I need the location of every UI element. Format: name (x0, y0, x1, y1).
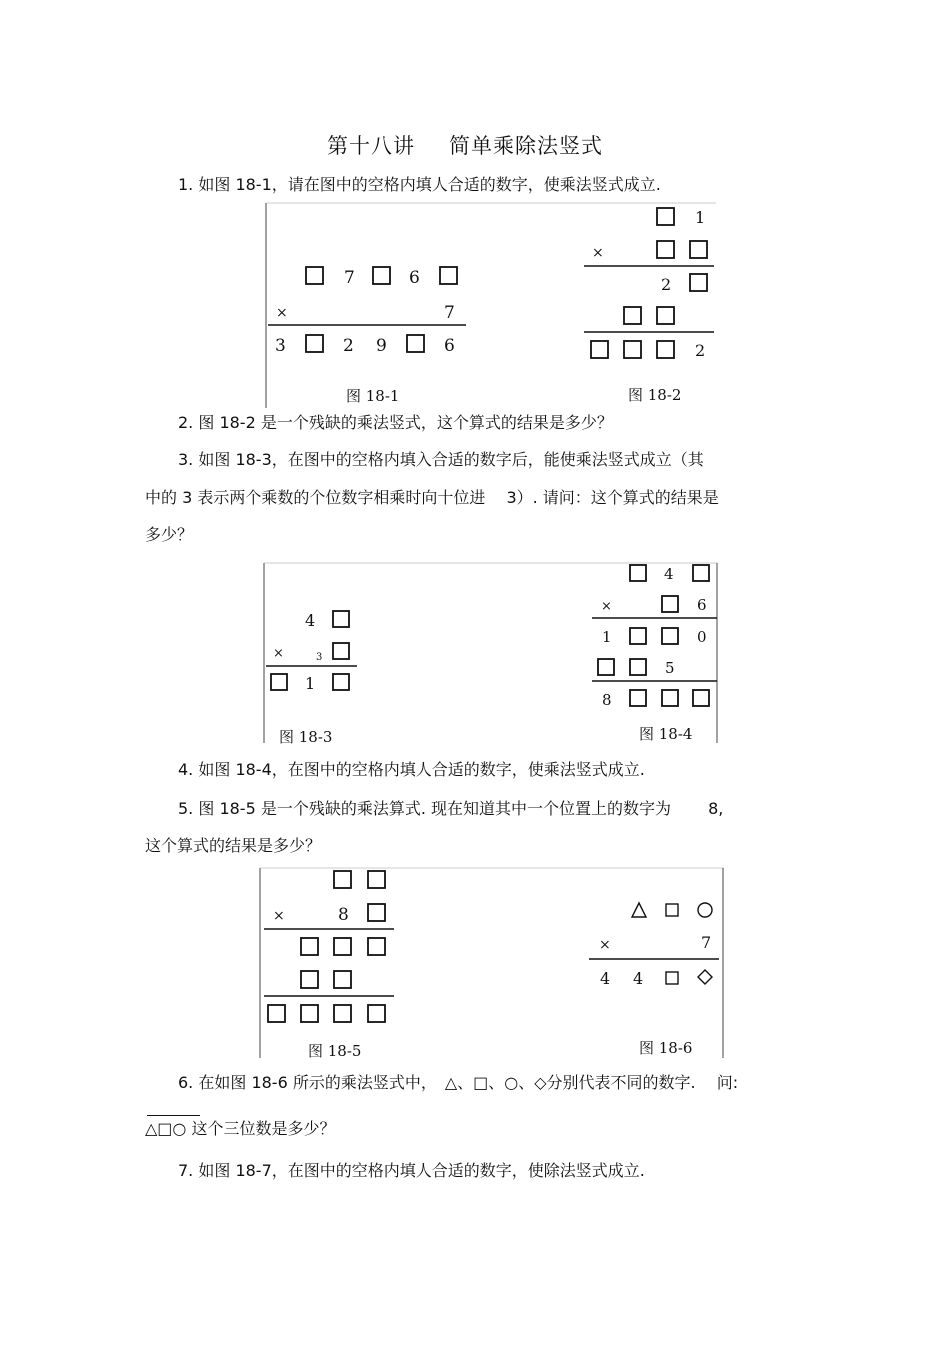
figure-18-3 (266, 611, 357, 746)
square-symbol (666, 972, 678, 984)
digit: 0 (697, 628, 707, 646)
blank-box (368, 871, 385, 888)
digit: 2 (661, 275, 672, 294)
digit: 1 (695, 208, 706, 227)
blank-box (657, 208, 674, 225)
blank-box (301, 971, 318, 988)
blank-box (306, 335, 323, 352)
blank-box (624, 341, 641, 358)
blank-box (334, 1005, 351, 1022)
blank-box (368, 1005, 385, 1022)
blank-box (690, 241, 707, 258)
multiply-sign: × (276, 305, 288, 321)
diamond-symbol (698, 970, 712, 984)
blank-box (333, 674, 349, 690)
multiply-sign: × (599, 937, 611, 953)
digit: 8 (602, 691, 612, 709)
figure-caption: 图 18-4 (639, 725, 693, 743)
figure-caption: 图 18-5 (308, 1042, 362, 1060)
blank-box (662, 690, 678, 706)
digit: 6 (409, 268, 420, 288)
blank-box (368, 904, 385, 921)
lecture-topic: 简单乘除法竖式 (449, 134, 603, 158)
lecture-number: 第十八讲 (327, 134, 415, 158)
blank-box (657, 341, 674, 358)
blank-box (373, 267, 390, 284)
problem-5-line-1: 5. 图 18-5 是一个残缺的乘法算式. 现在知道其中一个位置上的数字为 8, (178, 799, 724, 818)
digit: 7 (344, 268, 355, 288)
figure-18-1-18-2 (262, 203, 722, 408)
digit: 7 (701, 933, 712, 952)
digit: 6 (697, 596, 707, 614)
figure-18-2 (584, 208, 714, 404)
multiply-sign: × (592, 245, 604, 261)
carry-digit: 3 (316, 652, 323, 663)
multiply-sign: × (601, 599, 612, 614)
blank-box (630, 659, 646, 675)
problem-4: 4. 如图 18-4，在图中的空格内填人合适的数字，使乘法竖式成立. (178, 760, 645, 779)
blank-box (334, 938, 351, 955)
blank-box (306, 267, 323, 284)
problem-6-line-1: 6. 在如图 18-6 所示的乘法竖式中， △、□、○、◇分别代表不同的数字. 问: (178, 1073, 739, 1092)
blank-box (440, 267, 457, 284)
blank-box (662, 596, 678, 612)
figure-caption: 图 18-2 (628, 386, 682, 404)
blank-box (333, 611, 349, 627)
digit: 6 (444, 336, 455, 356)
blank-box (271, 674, 287, 690)
blank-box (301, 938, 318, 955)
problem-1: 1. 如图 18-1，请在图中的空格内填人合适的数字，使乘法竖式成立. (178, 175, 661, 194)
problem-3-line-1: 3. 如图 18-3，在图中的空格内填入合适的数字后，能使乘法竖式成立（其 (178, 450, 704, 469)
figure-18-5 (264, 871, 394, 1060)
page-title (0, 130, 930, 160)
square-symbol (666, 904, 678, 916)
blank-box (591, 341, 608, 358)
figure-caption: 图 18-1 (346, 387, 400, 405)
digit: 2 (695, 341, 706, 360)
blank-box (268, 1005, 285, 1022)
digit: 3 (275, 336, 286, 356)
blank-box (693, 690, 709, 706)
figure-18-3-18-4 (261, 561, 723, 751)
blank-box (334, 971, 351, 988)
blank-box (690, 274, 707, 291)
digit: 4 (305, 611, 316, 630)
blank-box (693, 565, 709, 581)
digit: 9 (376, 336, 387, 356)
problem-7: 7. 如图 18-7，在图中的空格内填人合适的数字，使除法竖式成立. (178, 1161, 645, 1180)
blank-box (333, 643, 349, 659)
digit: 1 (305, 674, 316, 693)
digit: 1 (602, 628, 612, 646)
figure-caption: 图 18-6 (639, 1039, 693, 1057)
blank-box (368, 938, 385, 955)
digit: 4 (600, 969, 611, 988)
blank-box (334, 871, 351, 888)
circle-symbol (698, 903, 712, 917)
blank-box (662, 628, 678, 644)
blank-box (301, 1005, 318, 1022)
figure-18-4 (592, 565, 717, 743)
blank-box (657, 241, 674, 258)
blank-box (624, 307, 641, 324)
blank-box (630, 690, 646, 706)
multiply-sign: × (273, 646, 284, 661)
blank-box (407, 335, 424, 352)
multiply-sign: × (273, 908, 285, 924)
digit: 5 (665, 659, 675, 677)
figure-18-6 (589, 903, 719, 1057)
figure-18-5-18-6 (256, 866, 728, 1062)
figure-caption: 图 18-3 (279, 728, 333, 746)
problem-3-line-3: 多少？ (145, 525, 194, 544)
blank-box (598, 659, 614, 675)
blank-box (630, 628, 646, 644)
digit: 8 (338, 905, 349, 925)
problem-6-line-2: △□○ 这个三位数是多少？ (145, 1119, 336, 1138)
digit: 4 (664, 565, 674, 583)
problem-2: 2. 图 18-2 是一个残缺的乘法竖式，这个算式的结果是多少？ (178, 413, 613, 432)
problem-5-line-2: 这个算式的结果是多少？ (145, 836, 322, 855)
figure-18-1 (268, 267, 466, 405)
digit: 2 (343, 336, 354, 356)
problem-3-line-2: 中的 3 表示两个乘数的个位数字相乘时向十位进 3）. 请问：这个算式的结果是 (145, 488, 719, 507)
blank-box (630, 565, 646, 581)
digit: 7 (444, 303, 455, 323)
blank-box (657, 307, 674, 324)
triangle-symbol (632, 903, 646, 917)
digit: 4 (633, 969, 644, 988)
